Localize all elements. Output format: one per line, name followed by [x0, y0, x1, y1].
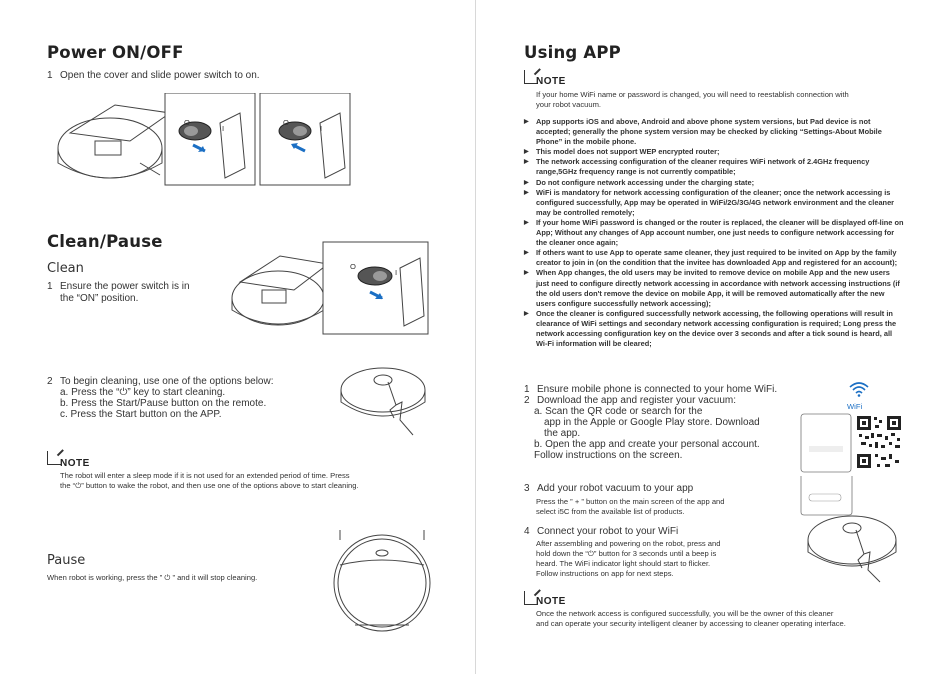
- switch-label-o1: O: [184, 118, 190, 127]
- app-step-3-number: 3: [524, 483, 530, 494]
- connect-note-line2: and can operate your security intelligent cleaner by accessing to cleaner operating interface.: [536, 619, 846, 628]
- switch-label-i3: I: [395, 268, 398, 277]
- phone-qr-illustration: [799, 412, 909, 474]
- bullet-item: ▶ If others want to use App to operate same cleaner, they just required to be invited on App by the family creator to join in (on the condition that the invitee has downloaded App and registered for an account);: [524, 248, 904, 268]
- app-note-line2: your robot vacuum.: [536, 100, 601, 109]
- using-app-title: Using APP: [524, 43, 621, 62]
- app-requirements-list: [524, 117, 904, 349]
- app-step-1-number: 1: [524, 384, 530, 395]
- right-page: [475, 0, 950, 674]
- clean-note-line2: the “⏻” button to wake the robot, and then use one of the options above to start cleaning.: [60, 481, 359, 490]
- clean-step-2-text: To begin cleaning, use one of the options below:: [60, 376, 274, 387]
- power-switch-illustration: [55, 93, 355, 193]
- wifi-label: WiFi: [847, 402, 863, 411]
- power-step-1: [47, 70, 427, 82]
- app-step-3-text: Add your robot vacuum to your app: [537, 483, 694, 494]
- bullet-item: ▶ App supports iOS and above, Android and above phone system versions, but Pad device is not accepted; generally the phone system version may be checked by clicking “Settings-About Mobile Phone” in the mobile phone.: [524, 117, 904, 147]
- robot-body-shape: [58, 118, 162, 178]
- robot-dustbin: [95, 141, 121, 155]
- app-step-3-desc1: Press the ” + ” button on the main screen of the app and: [536, 497, 725, 506]
- press-button-illustration: [338, 360, 433, 440]
- clean-step-1-line2: the “ON” position.: [60, 293, 139, 304]
- app-step-2a-line2: app in the Apple or Google Play store. Download: [544, 417, 760, 428]
- bullet-item: ▶ When App changes, the old users may be invited to remove device on mobile App and the new users just need to configure directly network accessing in accordance with network accessing instructions (if the old users don't remove the device on mobile App, it will be removed automatically after the new users configure successfully network accessing);: [524, 268, 904, 308]
- power-step-1-text: Open the cover and slide power switch to on.: [60, 70, 260, 81]
- phone-add-device-illustration: [799, 476, 854, 516]
- power-step-1-number: 1: [47, 70, 53, 81]
- clean-option-a: a. Press the “⏻” key to start cleaning.: [60, 387, 226, 398]
- power-section-title: Power ON/OFF: [47, 43, 184, 62]
- switch-closeup-on: [260, 93, 350, 185]
- app-step-4-desc3: heard. The WiFi indicator light should start to flicker.: [536, 559, 711, 568]
- switch-label-i1: I: [222, 124, 225, 133]
- clean-step-2-number: 2: [47, 376, 53, 387]
- robot-side-shape: [58, 148, 162, 178]
- phone-screen: [801, 414, 851, 472]
- hand-shape: [856, 530, 880, 582]
- robot-top-view-illustration: [325, 525, 440, 635]
- app-step-2a-line1: a. Scan the QR code or search for the: [534, 406, 703, 417]
- app-step-2b-line1: b. Open the app and create your personal account.: [534, 439, 760, 450]
- bullet-item: ▶ Do not configure network accessing under the charging state;: [524, 178, 904, 188]
- app-step-2b-line2: Follow instructions on the screen.: [534, 450, 683, 461]
- wifi-icon: [848, 381, 870, 397]
- switch-label-o2: O: [283, 118, 289, 127]
- clean-subtitle: Clean: [47, 261, 84, 276]
- switch-label-o3: O: [350, 262, 356, 271]
- clean-pause-section-title: Clean/Pause: [47, 232, 163, 251]
- app-step-3-desc2: select i5C from the available list of products.: [536, 507, 685, 516]
- app-step-3: [524, 483, 794, 495]
- app-step-4-desc2: hold down the “⏻” button for 3 seconds until a beep is: [536, 549, 717, 558]
- clean-note-label: NOTE: [60, 458, 90, 469]
- hand-shape: [388, 382, 413, 435]
- app-step-4-desc1: After assembling and powering on the robot, press and: [536, 539, 721, 548]
- switch-label-i2: I: [320, 124, 323, 133]
- clean-step-1-number: 1: [47, 281, 53, 292]
- connect-note-line1: Once the network access is configured successfully, you will be the owner of this cleaner: [536, 609, 834, 618]
- switch-closeup-off: [165, 93, 255, 185]
- bullet-item: ▶ If your home WiFi password is changed or the router is replaced, the cleaner will be displayed off-line on App; Without any changes of App account number, one just needs to configure network accessing for the cleaner once again;: [524, 218, 904, 248]
- app-note-label: NOTE: [536, 76, 566, 87]
- app-step-4-text: Connect your robot to your WiFi: [537, 526, 679, 537]
- app-step-4: [524, 526, 794, 538]
- clean-step-1-line1: Ensure the power switch is in: [60, 281, 190, 292]
- app-note-line1: If your home WiFi name or password is changed, you will need to reestablish connection with: [536, 90, 849, 99]
- app-step-1-text: Ensure mobile phone is connected to your home WiFi.: [537, 384, 778, 395]
- app-step-2-text: Download the app and register your vacuum:: [537, 395, 737, 406]
- app-step-4-number: 4: [524, 526, 530, 537]
- clean-step-1: [47, 281, 227, 305]
- bullet-item: ▶ WiFi is mandatory for network accessing configuration of the cleaner; once the network accessing is configured successfully, App may be operated in WiFi/2G/3G/4G network environment and the cleaner may be controlled remotely;: [524, 188, 904, 218]
- wifi-button-press-illustration: [806, 512, 906, 584]
- connect-note-label: NOTE: [536, 596, 566, 607]
- clean-option-b: b. Press the Start/Pause button on the remote.: [60, 398, 267, 409]
- register-text-block: [809, 446, 843, 452]
- bullet-item: ▶ Once the cleaner is configured successfully network accessing, the following operations will result in clearance of WiFi settings and secondary network accessing configuration is required; Long press the network accessing configuration key on the device over 3 seconds and after a tick sound is heard, all Wi-Fi information will be cleared;: [524, 309, 904, 349]
- robot-open-cover: [70, 105, 170, 141]
- bullet-item: ▶ This model does not support WEP encrypted router;: [524, 147, 904, 157]
- app-step-2a-line3: the app.: [544, 428, 581, 439]
- pause-subtitle: Pause: [47, 553, 86, 568]
- qr-code-icon: [857, 416, 901, 468]
- pause-text: When robot is working, press the ” ⏻ ” and it will stop cleaning.: [47, 573, 258, 582]
- app-step-2-number: 2: [524, 395, 530, 406]
- clean-switch-illustration: [228, 238, 433, 338]
- clean-note-line1: The robot will enter a sleep mode if it is not used for an extended period of time. Press: [60, 471, 350, 480]
- app-step-4-desc4: Follow instructions on app for next steps.: [536, 569, 674, 578]
- clean-option-c: c. Press the Start button on the APP.: [60, 409, 222, 420]
- note-icon: [47, 451, 61, 465]
- bullet-item: ▶ The network accessing configuration of the cleaner requires WiFi network of 2.4GHz frequency range,5GHz frequency range is not currently compatible;: [524, 157, 904, 177]
